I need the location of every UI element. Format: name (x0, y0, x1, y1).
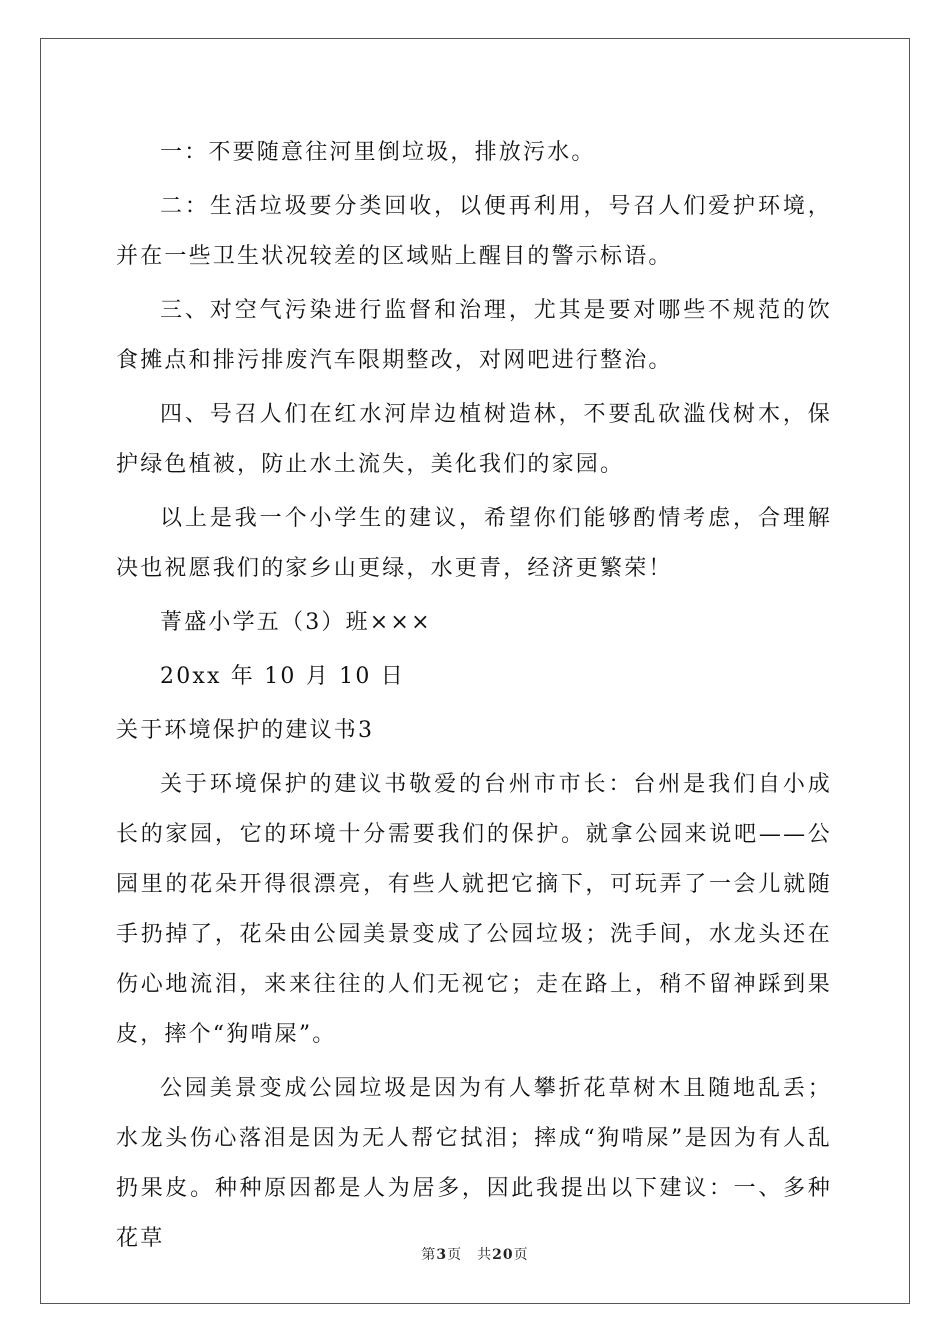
footer-page-prefix: 第 (421, 1247, 437, 1263)
paragraph-suggestion-4: 四、号召人们在红水河岸边植树造林，不要乱砍滥伐树木，保护绿色植被，防止水土流失，美化我们的家园。 (116, 402, 832, 477)
paragraph-suggestion-3: 三、对空气污染进行监督和治理，尤其是要对哪些不规范的饮食摊点和排污排废汽车限期整改，对网吧进行整治。 (116, 298, 832, 373)
paragraph-letter-intro: 关于环境保护的建议书敬爱的台州市市长：台州是我们自小成长的家园，它的环境十分需要我们的保护。就拿公园来说吧——公园里的花朵开得很漂亮，有些人就把它摘下，可玩弄了一会儿就随手扔掉了，花朵由公园美景变成了公园垃圾；洗手间，水龙头还在伤心地流泪，来来往往的人们无视它；走在路上，稍不留神踩到果皮，摔个“狗啃屎”。 (116, 772, 832, 1047)
footer-page-number: 3 (436, 1247, 448, 1263)
document-body (116, 128, 832, 1268)
paragraph-closing: 以上是我一个小学生的建议，希望你们能够酌情考虑，合理解决也祝愿我们的家乡山更绿，水更青，经济更繁荣！ (116, 506, 832, 581)
signature-line: 菁盛小学五（3）班××× (160, 610, 432, 635)
paragraph-suggestion-2: 二：生活垃圾要分类回收，以便再利用，号召人们爱护环境，并在一些卫生状况较差的区域贴上醒目的警示标语。 (116, 194, 832, 269)
footer-total-pages: 20 (492, 1247, 514, 1263)
section-heading: 关于环境保护的建议书3 (116, 718, 375, 743)
paragraph-letter-reasons: 公园美景变成公园垃圾是因为有人攀折花草树木且随地乱丢；水龙头伤心落泪是因为无人帮它拭泪；摔成“狗啃屎”是因为有人乱扔果皮。种种原因都是人为居多，因此我提出以下建议：一、多种花草 (116, 1076, 832, 1251)
page-footer (0, 1244, 950, 1264)
footer-page-suffix: 页 (513, 1247, 529, 1263)
date-line: 20xx 年 10 月 10 日 (160, 664, 405, 689)
paragraph-suggestion-1: 一：不要随意往河里倒垃圾，排放污水。 (160, 140, 596, 165)
footer-page-mid: 页 共 (447, 1247, 493, 1263)
